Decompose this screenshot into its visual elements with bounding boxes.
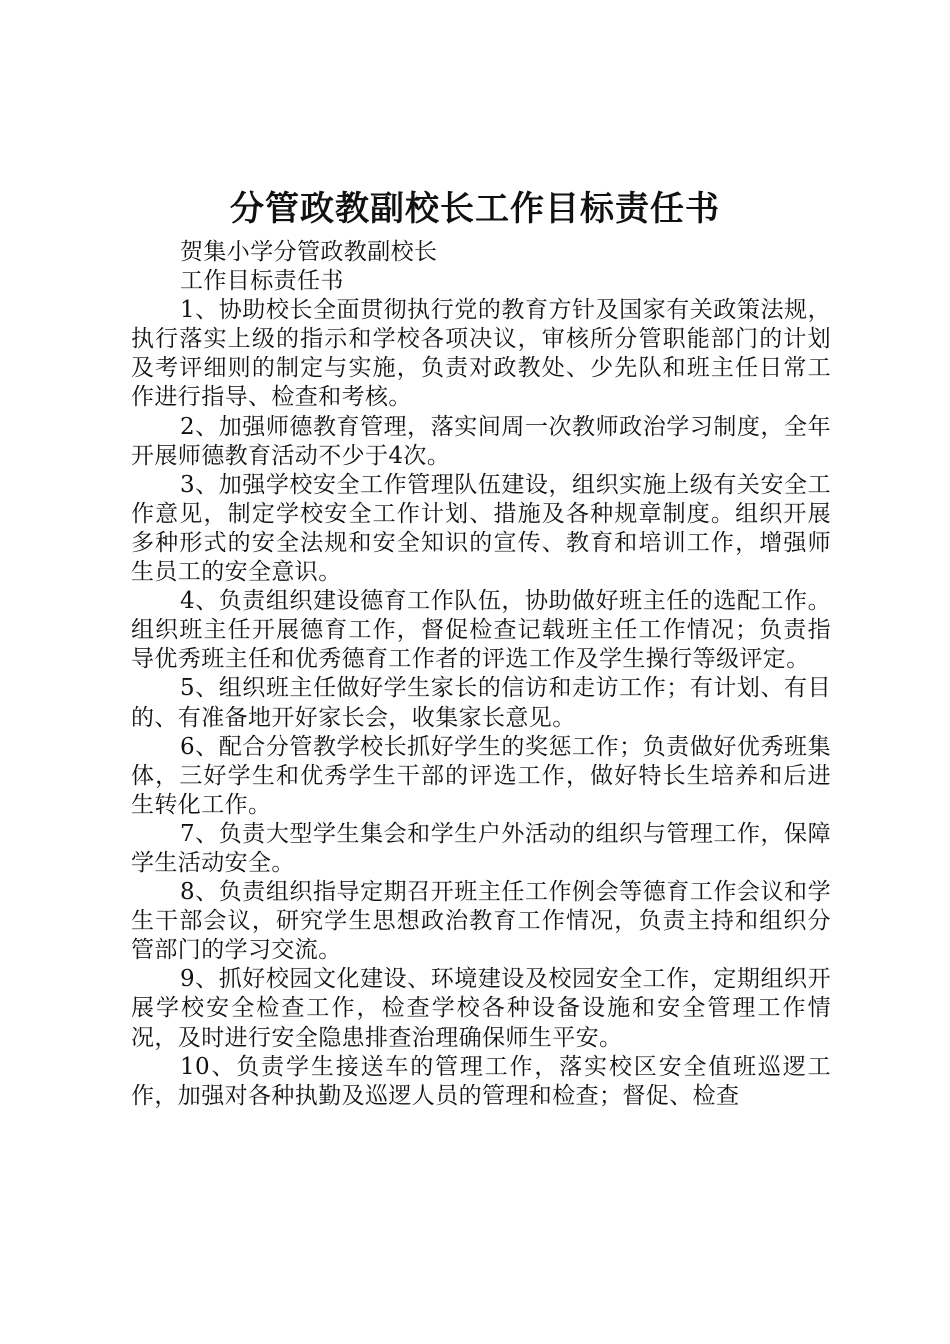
paragraph-1: 1、协助校长全面贯彻执行党的教育方针及国家有关政策法规，执行落实上级的指示和学校各项决议，审核所分管职能部门的计划及考评细则的制定与实施，负责对政教处、少先队和班主任日常工作进行指导、检查和考核。 (131, 297, 831, 411)
paragraph-4: 4、负责组织建设德育工作队伍，协助做好班主任的选配工作。组织班主任开展德育工作，督促检查记载班主任工作情况；负责指导优秀班主任和优秀德育工作者的评选工作及学生操行等级评定。 (131, 588, 831, 673)
paragraph-3: 3、加强学校安全工作管理队伍建设，组织实施上级有关安全工作意见，制定学校安全工作计划、措施及各种规章制度。组织开展多种形式的安全法规和安全知识的宣传、教育和培训工作，增强师生员工的安全意识。 (131, 471, 831, 586)
document-body (131, 238, 831, 1111)
paragraph-6: 6、配合分管教学校长抓好学生的奖惩工作；负责做好优秀班集体，三好学生和优秀学生干部的评选工作，做好特长生培养和后进生转化工作。 (131, 733, 831, 818)
intro-line-heading: 工作目标责任书 (180, 268, 344, 295)
paragraph-9: 9、抓好校园文化建设、环境建设及校园安全工作，定期组织开展学校安全检查工作，检查学校各种设备设施和安全管理工作情况，及时进行安全隐患排查治理确保师生平安。 (131, 966, 831, 1051)
paragraph-5: 5、组织班主任做好学生家长的信访和走访工作；有计划、有目的、有准备地开好家长会，收集家长意见。 (131, 675, 831, 731)
paragraph-2: 2、加强师德教育管理，落实间周一次教师政治学习制度，全年开展师德教育活动不少于4次。 (131, 413, 831, 469)
paragraph-7: 7、负责大型学生集会和学生户外活动的组织与管理工作，保障学生活动安全。 (131, 820, 831, 876)
document-title: 分管政教副校长工作目标责任书 (230, 189, 720, 229)
intro-line-school: 贺集小学分管政教副校长 (180, 239, 438, 265)
paragraph-8: 8、负责组织指导定期召开班主任工作例会等德育工作会议和学生干部会议，研究学生思想政治教育工作情况，负责主持和组织分管部门的学习交流。 (131, 879, 831, 964)
paragraph-10: 10、负责学生接送车的管理工作，落实校区安全值班巡逻工作，加强对各种执勤及巡逻人员的管理和检查；督促、检查 (131, 1053, 831, 1109)
